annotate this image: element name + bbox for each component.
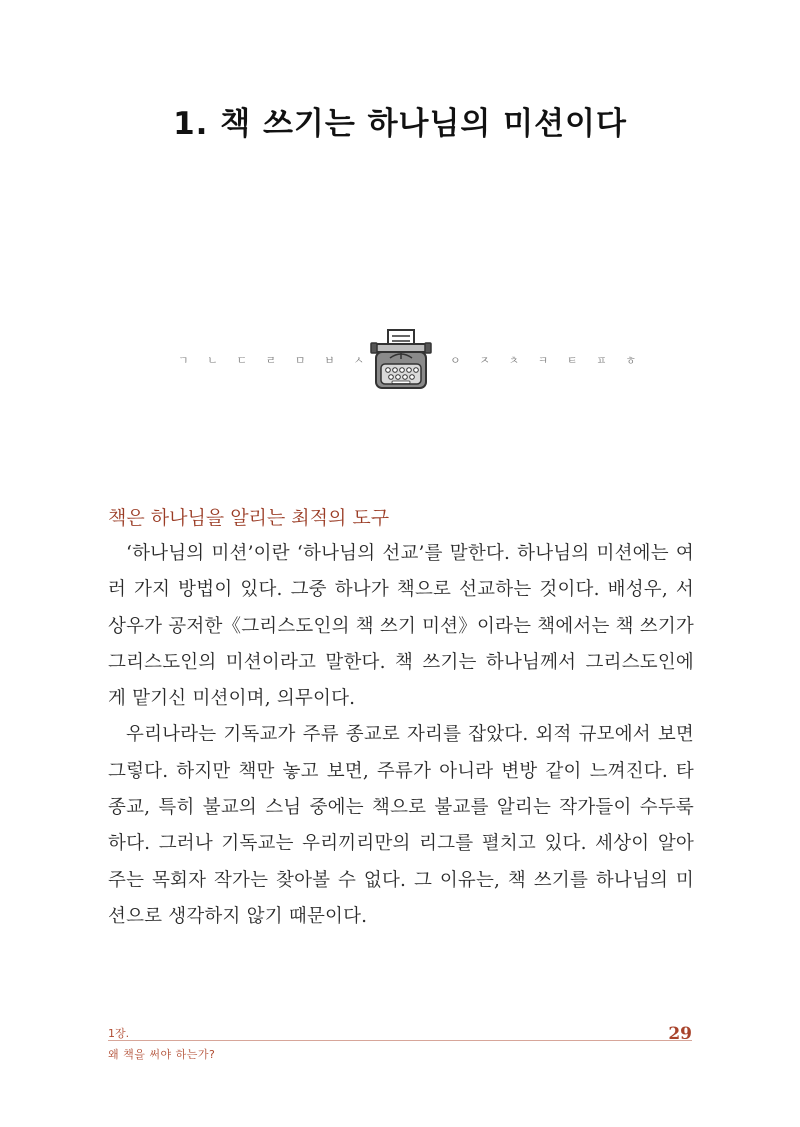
paragraph-line: 우리나라는 기독교가 주류 종교로 자리를 잡았다. 외적 규모에서 보면	[126, 724, 694, 746]
footer-divider	[108, 1040, 692, 1041]
jamo-char: ㄴ	[207, 354, 218, 367]
jamo-char: ㅁ	[294, 354, 306, 367]
jamo-char: ㅅ	[353, 354, 364, 367]
paragraph-line: 션으로 생각하지 않기 때문이다.	[108, 905, 368, 927]
paragraph-line: 주는 목회자 작가는 찾아볼 수 없다. 그 이유는, 책 쓰기를 하나님의 미	[108, 869, 694, 891]
jamo-char: ㅍ	[596, 354, 607, 367]
jamo-char: ㅋ	[537, 354, 549, 367]
jamo-row-left	[178, 352, 364, 368]
typewriter-ornament	[0, 328, 800, 394]
paragraph-line: 그렇다. 하지만 책만 놓고 보면, 주류가 아니라 변방 같이 느껴진다. 타	[108, 760, 694, 782]
typewriter-icon	[370, 328, 432, 394]
paragraph-line: 게 맡기신 미션이며, 의무이다.	[108, 688, 356, 710]
section-heading: 책은 하나님을 알리는 최적의 도구	[108, 507, 390, 529]
jamo-char: ㅂ	[324, 354, 335, 367]
footer-chapter-label: 1장.	[108, 1027, 130, 1040]
jamo-char: ㄹ	[265, 354, 277, 367]
body-text	[108, 536, 694, 935]
jamo-char: ㄱ	[178, 354, 189, 367]
jamo-row-right	[450, 352, 636, 368]
page-number: 29	[668, 1024, 692, 1044]
jamo-char: ㅌ	[566, 354, 578, 367]
paragraph-line: 그리스도인의 미션이라고 말한다. 책 쓰기는 하나님께서 그리스도인에	[108, 651, 694, 673]
jamo-char: ㅊ	[508, 354, 520, 367]
jamo-char: ㅈ	[479, 354, 490, 367]
paragraph-line: ‘하나님의 미션’이란 ‘하나님의 선교’를 말한다. 하나님의 미션에는 여	[126, 543, 694, 564]
paragraph-line: 종교, 특히 불교의 스님 중에는 책으로 불교를 알리는 작가들이 수두룩	[108, 797, 694, 819]
jamo-char: ㅎ	[625, 354, 636, 367]
jamo-char: ㅇ	[450, 354, 461, 367]
footer-chapter-subtitle: 왜 책을 써야 하는가?	[108, 1048, 216, 1061]
jamo-char: ㄷ	[236, 354, 248, 367]
paragraph-line: 러 가지 방법이 있다. 그중 하나가 책으로 선교하는 것이다. 배성우, 서	[108, 579, 694, 601]
chapter-title: 1. 책 쓰기는 하나님의 미션이다	[173, 106, 627, 142]
paragraph-line: 상우가 공저한《그리스도인의 책 쓰기 미션》이라는 책에서는 책 쓰기가	[108, 615, 694, 637]
paragraph-line: 하다. 그러나 기독교는 우리끼리만의 리그를 펼치고 있다. 세상이 알아	[108, 833, 694, 855]
